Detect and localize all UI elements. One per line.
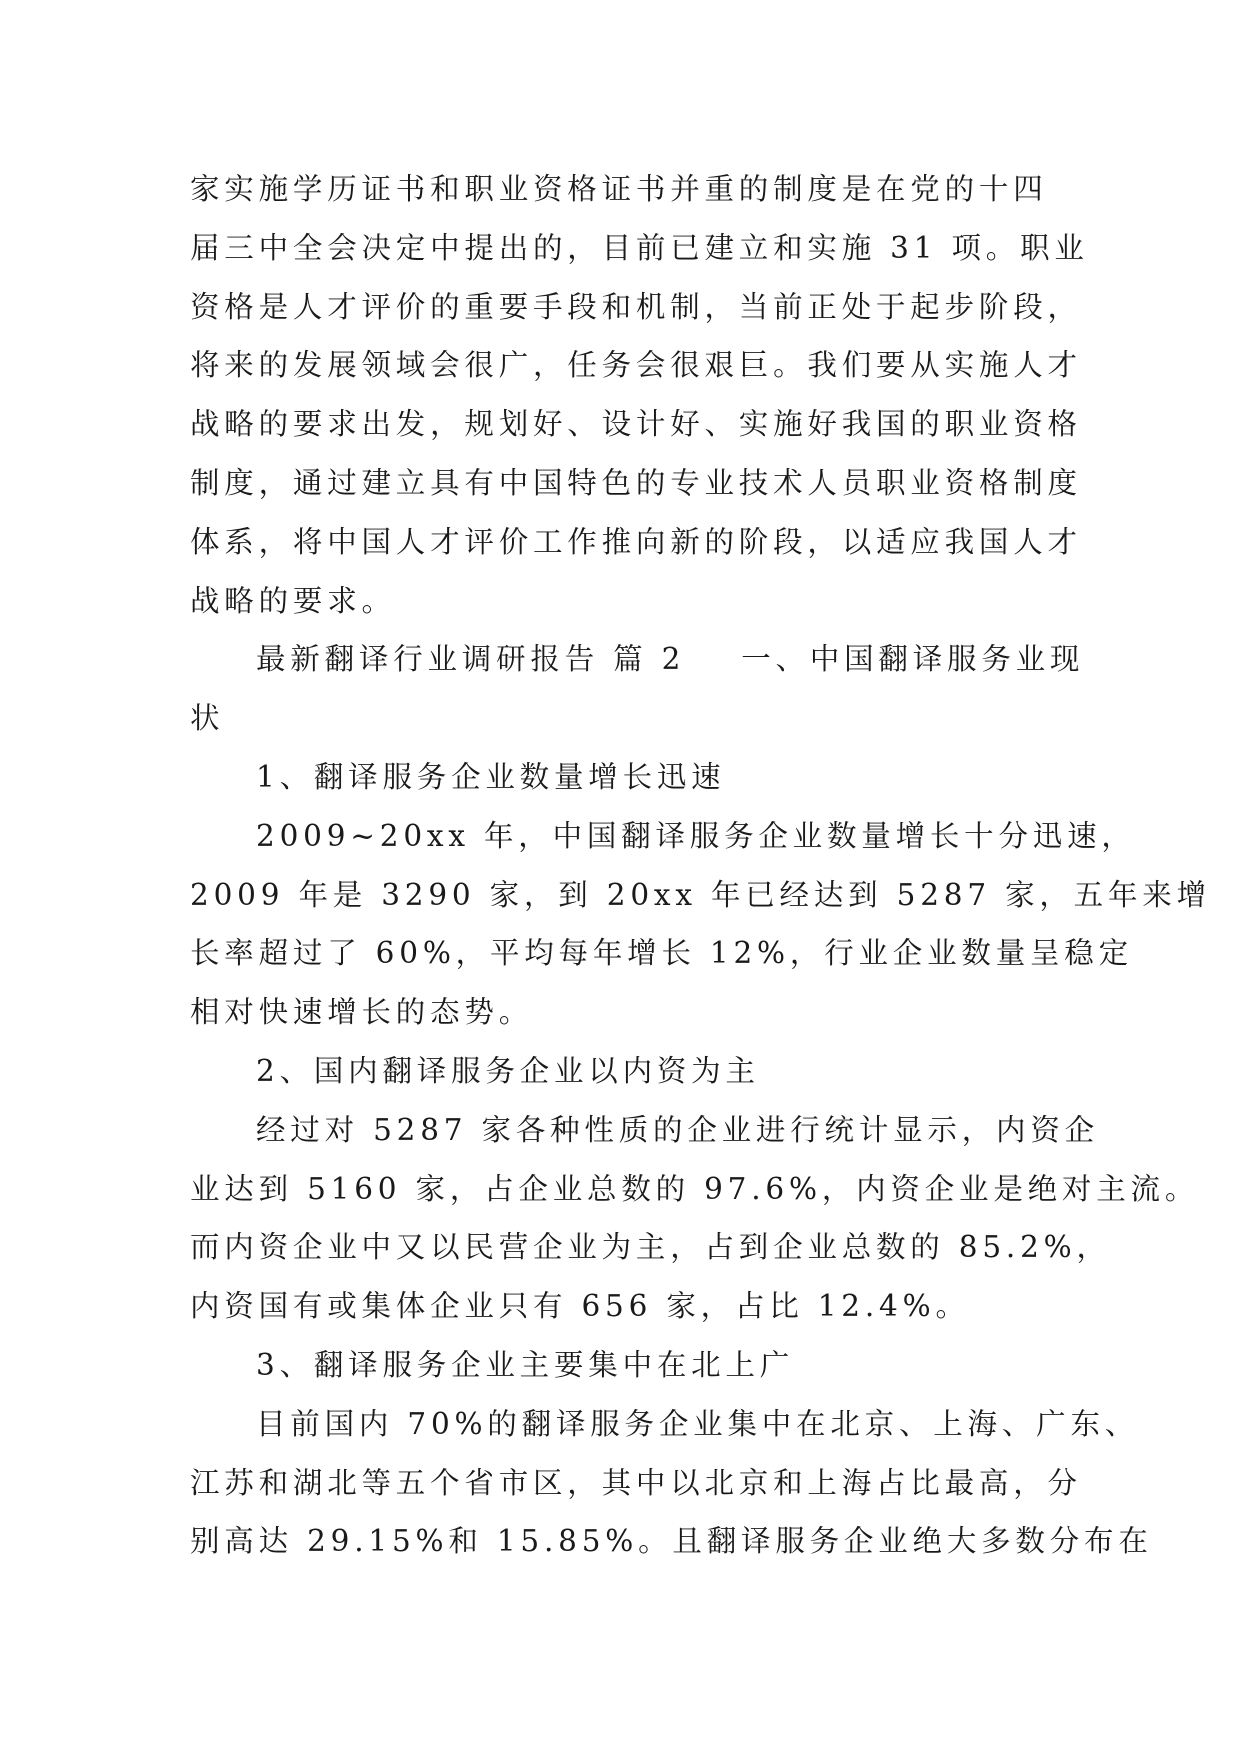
text-line: 长率超过了 60%，平均每年增长 12%，行业企业数量呈稳定: [190, 936, 1133, 971]
document-body: [190, 160, 1211, 1571]
text-line: 制度，通过建立具有中国特色的专业技术人员职业资格制度: [190, 465, 1082, 500]
text-line: 而内资企业中又以民营企业为主，占到企业总数的 85.2%，: [190, 1230, 1111, 1265]
text-line: 届三中全会决定中提出的，目前已建立和实施 31 项。职业: [190, 230, 1089, 265]
text-line: 2009 年是 3290 家，到 20xx 年已经达到 5287 家，五年来增: [190, 877, 1211, 912]
text-line: 目前国内 70%的翻译服务企业集中在北京、上海、广东、: [256, 1406, 1140, 1441]
section-subtitle: 一、中国翻译服务业现: [741, 642, 1085, 677]
text-line: 将来的发展领域会很广，任务会很艰巨。我们要从实施人才: [190, 348, 1082, 383]
text-line: 战略的要求。: [190, 583, 396, 618]
text-line: 2009~20xx 年，中国翻译服务企业数量增长十分迅速，: [256, 818, 1136, 853]
text-line: 体系，将中国人才评价工作推向新的阶段，以适应我国人才: [190, 524, 1082, 559]
text-line: 相对快速增长的态势。: [190, 995, 534, 1030]
text-line: 别高达 29.15%和 15.85%。且翻译服务企业绝大多数分布在: [190, 1524, 1153, 1559]
section-heading: [190, 630, 1085, 689]
section-title: 最新翻译行业调研报告 篇 2: [256, 642, 686, 677]
text-line: 业达到 5160 家，占企业总数的 97.6%，内资企业是绝对主流。: [190, 1171, 1200, 1206]
section-subtitle-continuation: 状: [190, 701, 225, 736]
text-line: 经过对 5287 家各种性质的企业进行统计显示，内资企: [256, 1112, 1099, 1147]
text-line: 内资国有或集体企业只有 656 家，占比 12.4%。: [190, 1289, 970, 1324]
text-line: 江苏和湖北等五个省市区，其中以北京和上海占比最高，分: [190, 1465, 1082, 1500]
text-line: 资格是人才评价的重要手段和机制，当前正处于起步阶段，: [190, 289, 1082, 324]
text-line: 家实施学历证书和职业资格证书并重的制度是在党的十四: [190, 172, 1048, 206]
item-heading-3: 3、翻译服务企业主要集中在北上广: [256, 1347, 795, 1382]
item-heading-2: 2、国内翻译服务企业以内资为主: [256, 1053, 760, 1088]
text-line: 战略的要求出发，规划好、设计好、实施好我国的职业资格: [190, 407, 1082, 442]
item-heading-1: 1、翻译服务企业数量增长迅速: [256, 759, 726, 794]
